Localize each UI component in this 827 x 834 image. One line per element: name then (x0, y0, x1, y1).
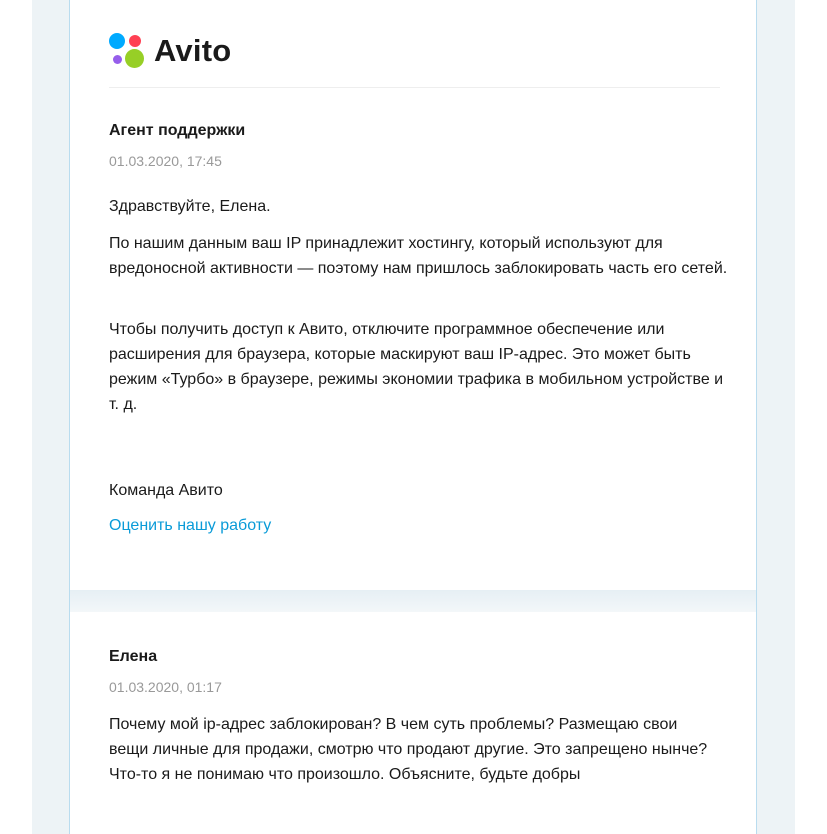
message-signature: Команда Авито (109, 482, 223, 499)
message-date: 01.03.2020, 01:17 (109, 679, 222, 695)
message-author: Елена (109, 648, 158, 665)
rate-our-work-link[interactable]: Оценить нашу работу (109, 517, 272, 534)
avito-logo-icon (109, 33, 145, 69)
divider (109, 87, 720, 88)
avito-logo-text: Avito (154, 33, 232, 68)
message-paragraph: Чтобы получить доступ к Авито, отключите программное обеспечение или расширения для браузера, которые маскируют ваш IP-адрес. Это может быть режим «Турбо» в браузере, режимы экономии трафика в мобильном устройстве и т. д. (109, 321, 724, 413)
message-separator (69, 590, 757, 612)
user-message-card (69, 612, 757, 834)
message-date: 01.03.2020, 17:45 (109, 153, 222, 169)
message-greeting: Здравствуйте, Елена. (109, 198, 271, 215)
support-message-card (69, 0, 757, 590)
avito-logo (109, 33, 231, 69)
message-paragraph: Почему мой ip-адрес заблокирован? В чем суть проблемы? Размещаю свои вещи личные для продажи, смотрю что продают другие. Это запрещено нынче? Что-то я не понимаю что произошло. Объясните, будьте добры (109, 716, 708, 783)
message-paragraph: По нашим данным ваш IP принадлежит хостингу, который используют для вредоносной активности — поэтому нам пришлось заблокировать часть его сетей. (109, 235, 728, 277)
message-author: Агент поддержки (109, 122, 246, 139)
